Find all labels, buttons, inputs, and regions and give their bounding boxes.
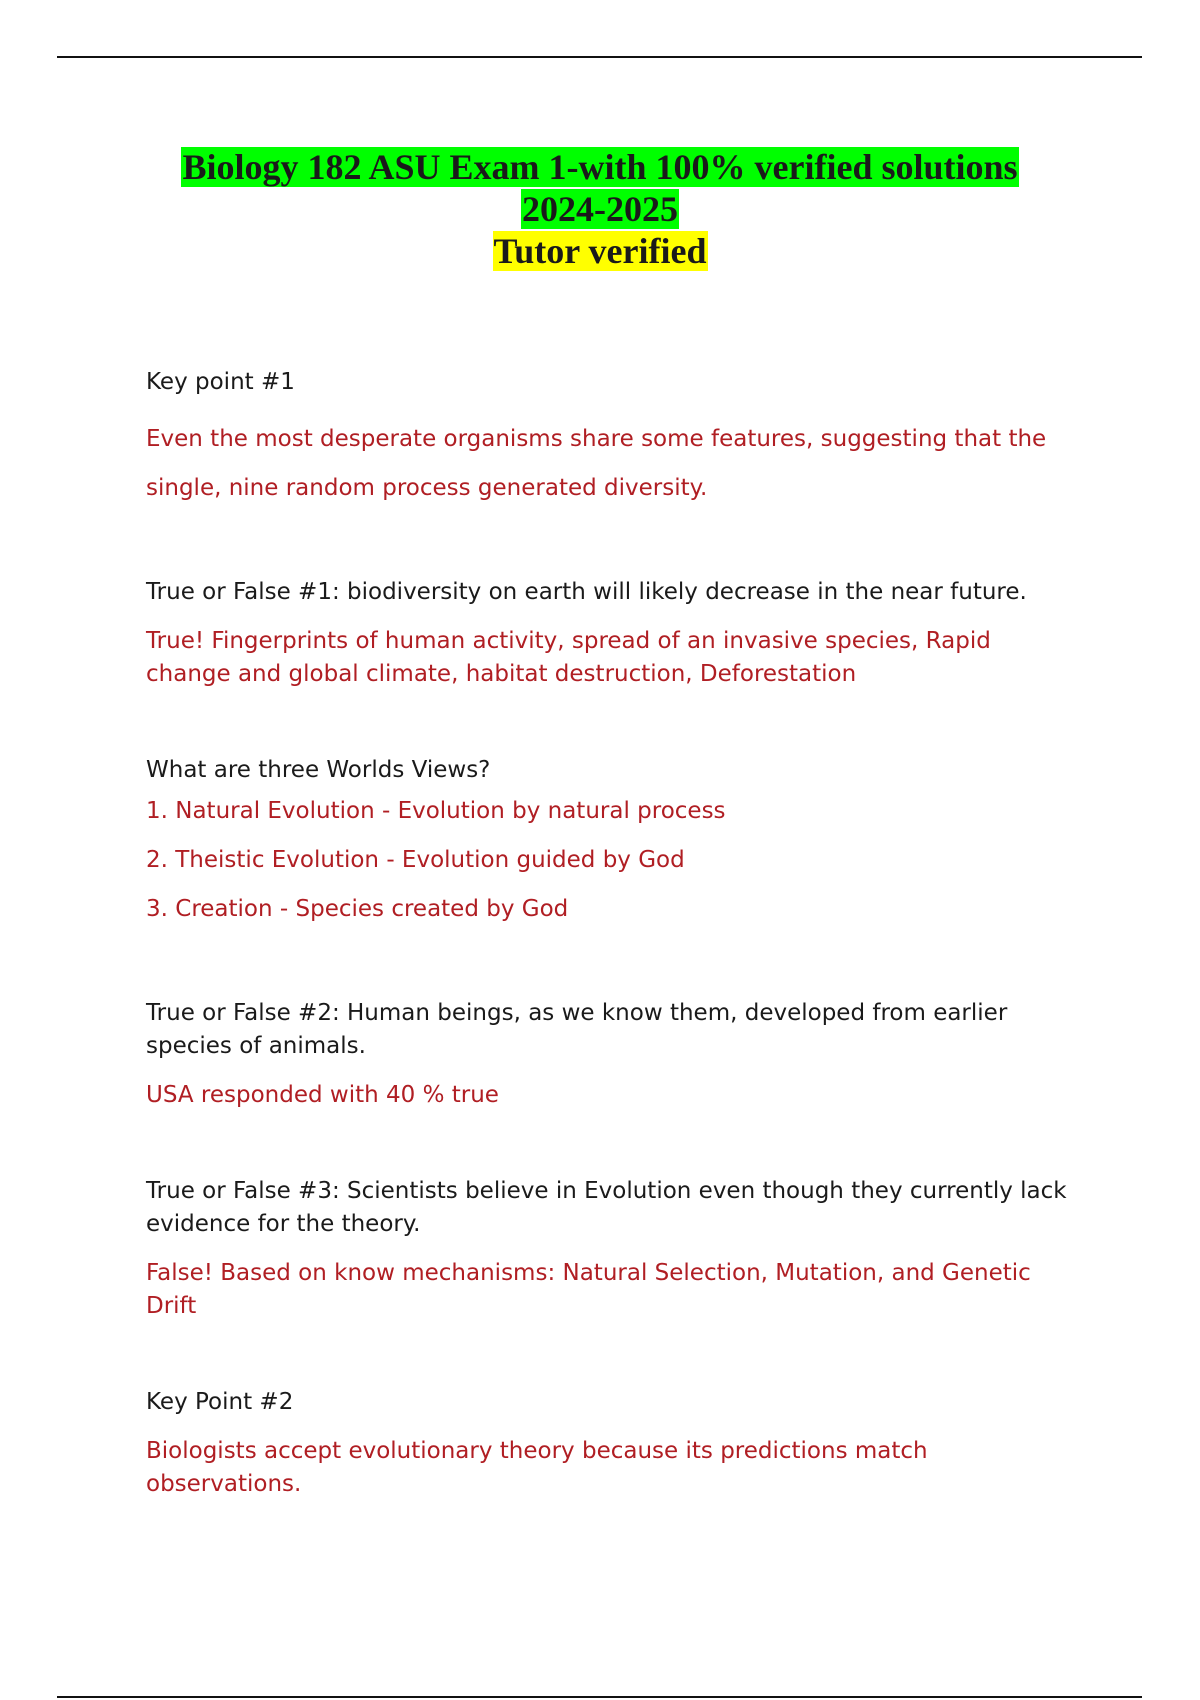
answer-text: False! Based on know mechanisms: Natural Selection, Mutation, and Genetic Drift bbox=[146, 1260, 1031, 1319]
document-title: Biology 182 ASU Exam 1-with 100% verified solutions bbox=[182, 147, 1018, 187]
answer-text: Even the most desperate organisms share some features, suggesting that the single, nine random process generated diversity. bbox=[146, 426, 1047, 501]
title-line-1 bbox=[0, 146, 1200, 188]
question-text: True or False #3: Scientists believe in Evolution even though they currently lack evidence for the theory. bbox=[146, 1178, 1067, 1237]
question-text: True or False #1: biodiversity on earth will likely decrease in the near future. bbox=[146, 579, 1027, 605]
qa-section bbox=[146, 997, 1076, 1112]
qa-section bbox=[146, 366, 1076, 513]
document-title-block bbox=[0, 146, 1200, 272]
header-rule bbox=[57, 56, 1142, 58]
document-body bbox=[146, 366, 1076, 1501]
question-text: True or False #2: Human beings, as we know them, developed from earlier species of animals. bbox=[146, 1000, 1008, 1059]
answer-text: Biologists accept evolutionary theory because its predictions match observations. bbox=[146, 1438, 928, 1497]
question-text: Key point #1 bbox=[146, 369, 295, 395]
answer-text: USA responded with 40 % true bbox=[146, 1082, 499, 1108]
title-line-3 bbox=[0, 230, 1200, 272]
question-text: Key Point #2 bbox=[146, 1389, 294, 1415]
document-title-year: 2024-2025 bbox=[522, 189, 678, 229]
answer-list-item: 3. Creation - Species created by God bbox=[146, 896, 569, 922]
footer-rule bbox=[57, 1696, 1142, 1698]
qa-section bbox=[146, 1386, 1076, 1501]
answer-list-item: 1. Natural Evolution - Evolution by natural process bbox=[146, 798, 726, 824]
qa-section bbox=[146, 1175, 1076, 1323]
document-subtitle: Tutor verified bbox=[493, 231, 707, 271]
answer-text: True! Fingerprints of human activity, spread of an invasive species, Rapid change and global climate, habitat destruction, Deforestation bbox=[146, 628, 991, 687]
qa-section bbox=[146, 754, 1076, 934]
answer-list-item: 2. Theistic Evolution - Evolution guided by God bbox=[146, 847, 685, 873]
question-text: What are three Worlds Views? bbox=[146, 757, 491, 783]
qa-section bbox=[146, 576, 1076, 691]
title-line-2 bbox=[0, 188, 1200, 230]
